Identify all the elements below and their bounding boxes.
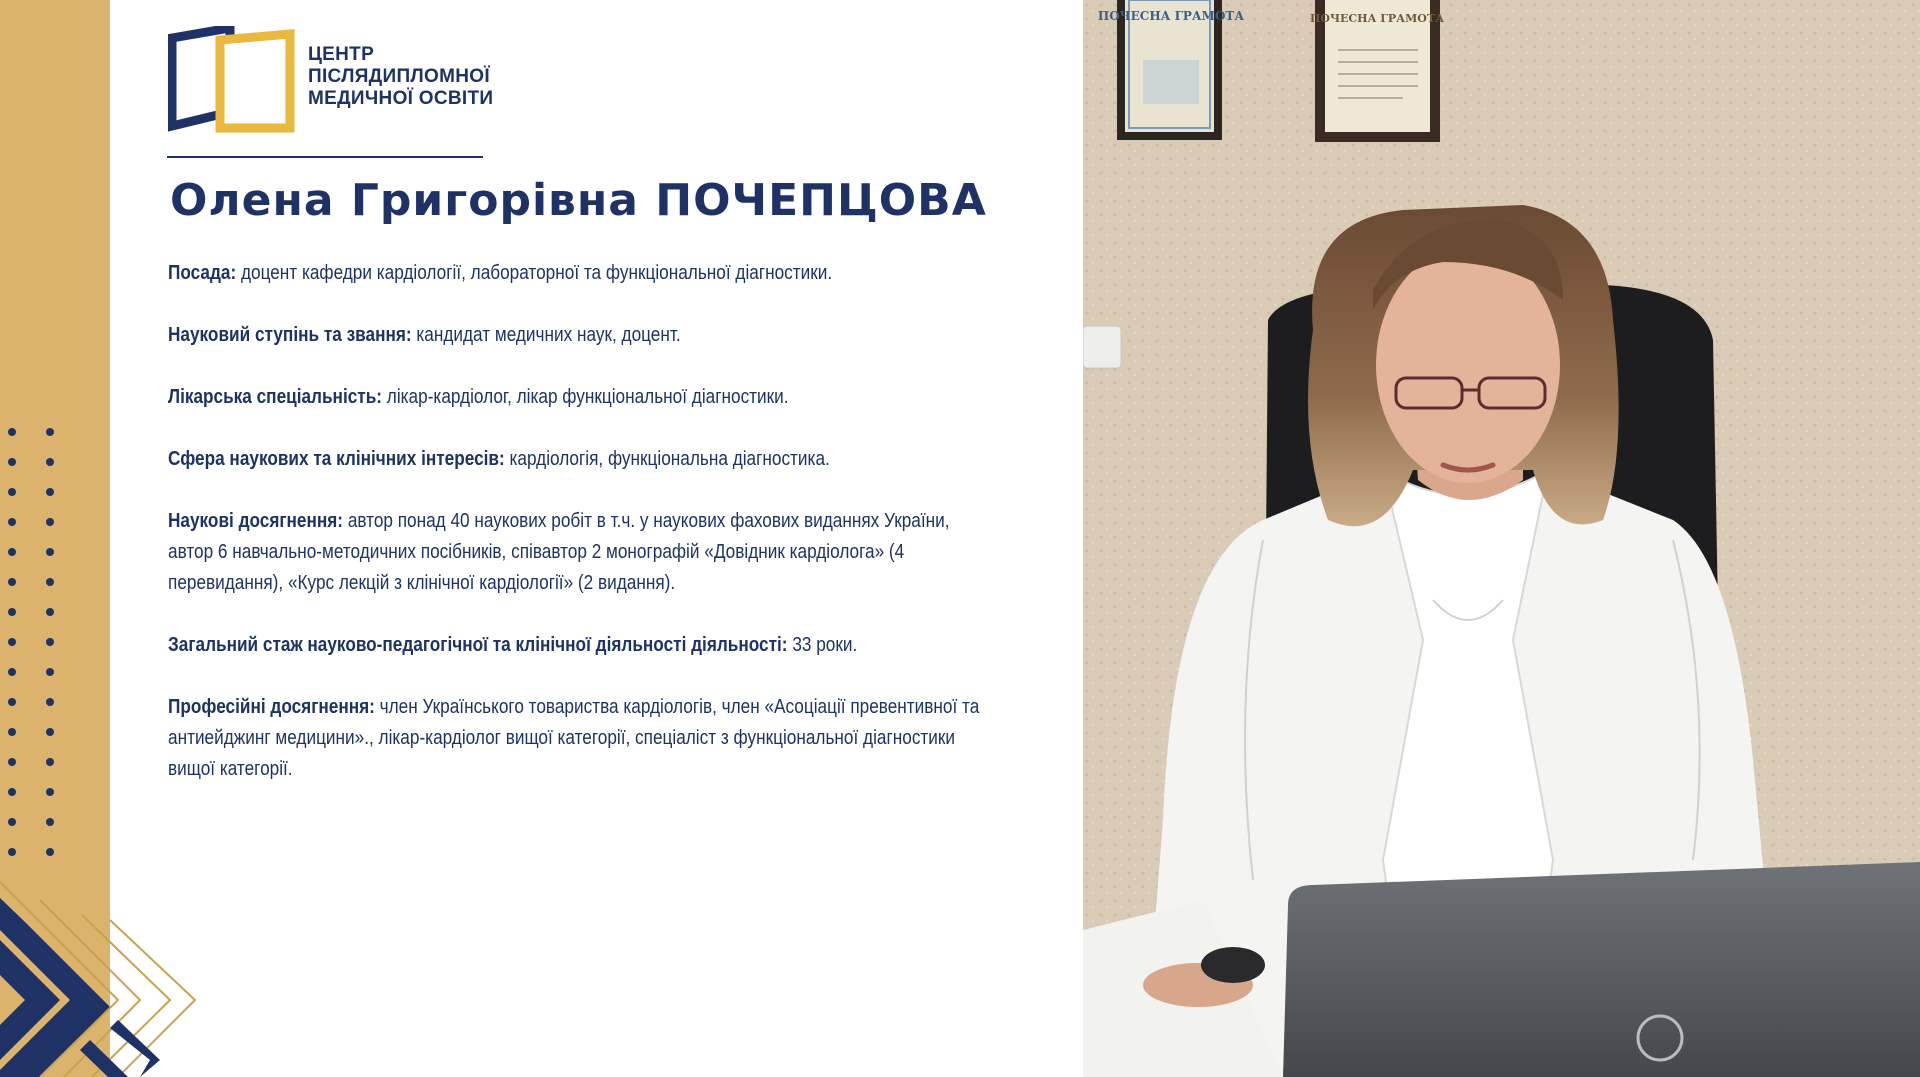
certificate-left-title: ПОЧЕСНА ГРАМОТА — [1097, 9, 1245, 23]
info-value: автор понад 40 наукових робіт в т.ч. у наукових фахових виданнях України, автор 6 навчально-методичних посібників, співавтор 2 монографій «Довідник кардіолога» (4 перевидання), «Курс лекцій з клінічної кардіології» (2 видання). — [168, 510, 950, 594]
decorative-dot — [46, 608, 54, 616]
info-label: Посада: — [168, 262, 237, 284]
info-specialty — [168, 382, 998, 413]
laptop — [1283, 862, 1920, 1077]
info-achievements — [168, 506, 998, 599]
info-interests — [168, 444, 998, 475]
info-value: 33 роки. — [787, 634, 858, 656]
decorative-dot — [46, 848, 54, 856]
decorative-dot — [46, 638, 54, 646]
info-degree — [168, 320, 998, 351]
decorative-dot — [8, 578, 16, 586]
person-name: Олена Григорівна ПОЧЕПЦОВА — [170, 175, 987, 226]
info-value: кандидат медичних наук, доцент. — [411, 324, 681, 346]
decorative-dot — [8, 668, 16, 676]
logo-text — [308, 44, 493, 110]
decorative-dot — [46, 728, 54, 736]
info-label: Наукові досягнення: — [168, 510, 344, 532]
decorative-dot — [8, 488, 16, 496]
power-outlet — [1083, 326, 1121, 368]
decorative-dot — [8, 458, 16, 466]
info-experience — [168, 630, 998, 661]
info-label: Лікарська спеціальність: — [168, 386, 383, 408]
computer-mouse — [1201, 947, 1265, 983]
logo-right-page — [220, 34, 290, 128]
logo-line-3: МЕДИЧНОЇ ОСВІТИ — [308, 88, 494, 109]
profile-info — [168, 258, 998, 816]
info-label: Науковий ступінь та звання: — [168, 324, 412, 346]
portrait-illustration — [1083, 0, 1920, 1077]
info-label: Сфера наукових та клінічних інтересів: — [168, 448, 505, 470]
decorative-dot — [46, 578, 54, 586]
open-book-logo-icon — [168, 26, 296, 136]
info-value: член Українського товариства кардіологів, член «Асоціації превентивної та антиейджинг медицини»., лікар-кардіолог вищої категорії, спеціаліст з функціональної діагностики вищої категорії. — [168, 696, 980, 780]
decorative-dot — [46, 698, 54, 706]
decorative-dot — [46, 818, 54, 826]
decorative-dot — [8, 848, 16, 856]
info-value: лікар-кардіолог, лікар функціональної діагностики. — [382, 386, 789, 408]
decorative-dot — [46, 428, 54, 436]
logo-line-1: ЦЕНТР — [308, 44, 375, 65]
decorative-dot — [46, 458, 54, 466]
face — [1376, 247, 1560, 483]
certificate-right-title: ПОЧЕСНА ГРАМОТА — [1309, 12, 1445, 25]
decorative-dot — [46, 788, 54, 796]
title-divider — [167, 156, 483, 158]
decorative-dot — [8, 608, 16, 616]
decorative-dot — [8, 728, 16, 736]
info-value: доцент кафедри кардіології, лабораторної та функціональної діагностики. — [236, 262, 833, 284]
decorative-dot — [8, 638, 16, 646]
decorative-dot — [8, 758, 16, 766]
decorative-dot — [8, 788, 16, 796]
info-label: Професійні досягнення: — [168, 696, 375, 718]
chevron-small — [80, 1040, 128, 1077]
decorative-dot — [46, 518, 54, 526]
organization-logo — [168, 26, 528, 138]
decorative-dot — [8, 548, 16, 556]
info-professional — [168, 692, 998, 785]
info-value: кардіологія, функціональна діагностика. — [504, 448, 830, 470]
certificate-right — [1310, 0, 1444, 142]
decorative-dot — [46, 668, 54, 676]
decorative-dot — [46, 758, 54, 766]
portrait-photo — [1083, 0, 1920, 1077]
decorative-dot — [8, 698, 16, 706]
decorative-dot — [46, 548, 54, 556]
logo-line-2: ПІСЛЯДИПЛОМНОЇ — [308, 66, 490, 87]
decorative-dot — [46, 488, 54, 496]
decorative-dot — [8, 518, 16, 526]
decorative-dot — [8, 818, 16, 826]
info-label: Загальний стаж науково-педагогічної та клінічної діяльності діяльності: — [168, 634, 788, 656]
info-position — [168, 258, 998, 289]
decorative-dot — [8, 428, 16, 436]
chevron-decoration — [0, 880, 250, 1077]
